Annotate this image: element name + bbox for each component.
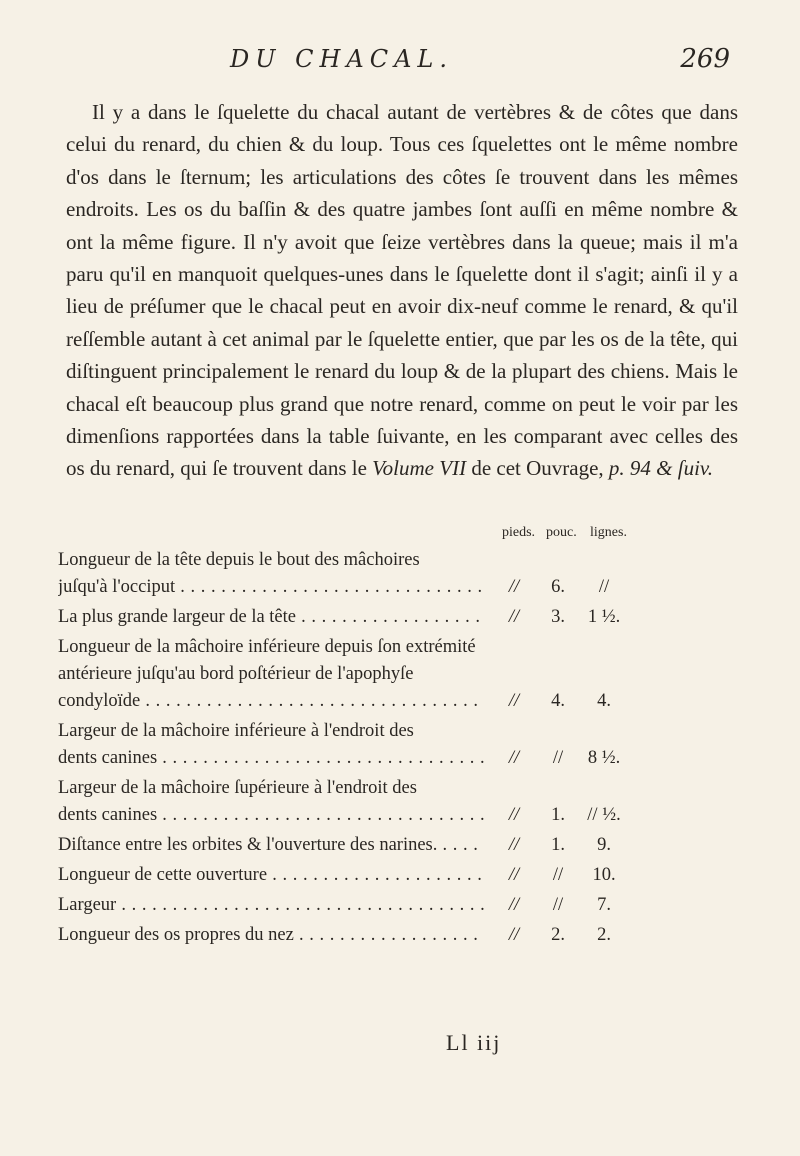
table-rows	[58, 547, 738, 949]
running-title: DU CHACAL.	[230, 45, 453, 73]
value-pieds: //	[508, 925, 520, 945]
value-lignes: 2.	[597, 925, 611, 945]
row-label-line: Longueur de cette ouverture . . .	[58, 862, 484, 889]
value-pieds: //	[508, 748, 520, 768]
col-head-lignes: lignes.	[590, 525, 627, 540]
row-label-line: dents canines . . .	[58, 745, 484, 772]
row-label	[58, 547, 484, 601]
table-row	[58, 718, 738, 772]
paragraph-connector: de cet Ouvrage,	[466, 456, 609, 481]
value-lignes: 10.	[592, 865, 616, 885]
value-pieds: //	[508, 835, 520, 855]
table-row	[58, 862, 738, 889]
row-label	[58, 718, 484, 772]
value-lignes: 7.	[597, 895, 611, 915]
value-pieds: //	[508, 895, 520, 915]
table-row	[58, 832, 738, 859]
row-label	[58, 922, 484, 949]
measurement-table	[58, 525, 738, 952]
row-label-line: condyloïde . . .	[58, 688, 484, 715]
volume-reference: Volume VII	[372, 456, 467, 481]
table-row	[58, 547, 738, 601]
value-pieds: //	[508, 805, 520, 825]
value-pouces: 3.	[551, 607, 565, 627]
value-lignes: 8 ½.	[587, 748, 621, 768]
value-lignes: //	[598, 577, 610, 597]
value-lignes: // ½.	[587, 805, 621, 825]
row-label-line: antérieure juſqu'au bord poſtérieur de l'apophyſe	[58, 664, 414, 684]
row-label-line: Largeur de la mâchoire inférieure à l'endroit des	[58, 721, 414, 741]
table-row	[58, 775, 738, 829]
row-label-line: La plus grande largeur de la tête . . .	[58, 604, 484, 631]
row-label-line: juſqu'à l'occiput . . .	[58, 574, 484, 601]
row-label-line: dents canines . . .	[58, 802, 484, 829]
value-pouces: //	[552, 865, 564, 885]
col-head-pieds: pieds.	[502, 525, 536, 540]
value-lignes: 1 ½.	[587, 607, 621, 627]
row-label-line: Longueur de la mâchoire inférieure depuis ſon extrémité	[58, 637, 476, 657]
value-pieds: //	[508, 607, 520, 627]
row-label-line: Longueur des os propres du nez . . .	[58, 922, 484, 949]
value-pouces: 6.	[551, 577, 565, 597]
value-pouces: 4.	[551, 691, 565, 711]
value-pouces: //	[552, 895, 564, 915]
column-headers	[58, 525, 738, 547]
row-label-line: Longueur de la tête depuis le bout des mâchoires	[58, 550, 420, 570]
row-label	[58, 832, 484, 859]
row-label	[58, 892, 484, 919]
value-pouces: 2.	[551, 925, 565, 945]
col-head-pouces: pouc.	[546, 525, 577, 540]
value-pieds: //	[508, 691, 520, 711]
page-number: 269	[680, 44, 730, 74]
paragraph-text: Il y a dans le ſquelette du chacal autant de vertèbres & de côtes que dans celui du renard, du chien & du loup. Tous ces ſquelettes ont le même nombre d'os dans le ſternum; les articulations des côtes ſe trouvent dans les mêmes endroits. Les os du baſſin & des quatre jambes ſont auſſi en même nombre & ont la même figure. Il n'y avoit que ſeize vertèbres dans la queue; mais il m'a paru qu'il en manquoit quelques-unes dans le ſquelette dont il s'agit; ainſi il y a lieu de préſumer que le chacal peut en avoir dix-neuf comme le renard, & qu'il reſſemble autant à cet animal par le ſquelette entier, que par les os de la tête, qui diſtinguent principalement le renard du loup & de la plupart des chiens. Mais le chacal eſt beaucoup plus grand que notre renard, comme on peut le voir par les dimenſions rapportées dans la table ſuivante, en les comparant avec celles des os du renard, qui ſe trouvent dans le	[66, 100, 738, 481]
table-row	[58, 634, 738, 715]
value-pouces: //	[552, 748, 564, 768]
page-reference: p. 94 & ſuiv.	[608, 456, 713, 481]
row-label	[58, 775, 484, 829]
table-row	[58, 604, 738, 631]
row-label	[58, 634, 484, 715]
signature-mark: Ll iij	[446, 1030, 502, 1055]
table-row	[58, 922, 738, 949]
row-label-line: Largeur . . .	[58, 892, 484, 919]
value-lignes: 9.	[597, 835, 611, 855]
page-header	[230, 44, 730, 84]
row-label	[58, 604, 484, 631]
table-row	[58, 892, 738, 919]
row-label	[58, 862, 484, 889]
value-pieds: //	[508, 577, 520, 597]
value-pieds: //	[508, 865, 520, 885]
value-pouces: 1.	[551, 835, 565, 855]
row-label-line: Diſtance entre les orbites & l'ouverture des narines. . . .	[58, 832, 484, 859]
body-paragraph	[66, 96, 738, 485]
value-pouces: 1.	[551, 805, 565, 825]
value-lignes: 4.	[597, 691, 611, 711]
row-label-line: Largeur de la mâchoire ſupérieure à l'endroit des	[58, 778, 417, 798]
